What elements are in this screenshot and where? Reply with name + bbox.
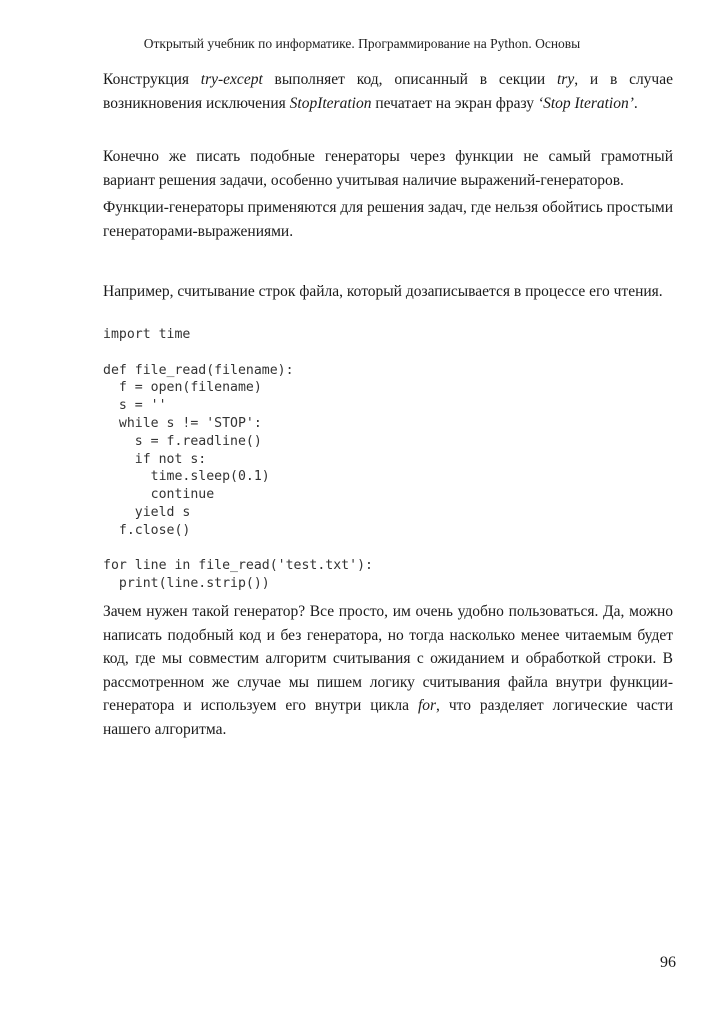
text-run: , что разделяет логические части нашего алгоритма.	[103, 697, 673, 738]
code-line	[103, 540, 673, 558]
paragraph-generator-note: Конечно же писать подобные генераторы через функции не самый грамотный вариант решения задачи, особенно учитывая наличие выражений-генераторов.	[103, 148, 673, 189]
code-line: s = f.readline()	[103, 433, 262, 449]
paragraph-why-generator	[103, 600, 673, 741]
paragraph-try-except	[103, 68, 673, 115]
code-line: s = ''	[103, 398, 167, 414]
italic-term: StopIteration	[289, 94, 372, 112]
italic-term: try	[556, 71, 575, 88]
italic-term: try-except	[200, 71, 263, 88]
text-run: выполняет код, описанный в секции	[262, 71, 557, 88]
page-number: 96	[660, 954, 676, 971]
code-line: yield s	[103, 504, 191, 520]
italic-term: ‘Stop Iteration’	[537, 94, 634, 112]
code-line	[103, 344, 673, 362]
code-line: import time	[103, 327, 191, 342]
paragraph-example-intro: Например, считывание строк файла, который дозаписывается в процессе его чтения.	[103, 283, 663, 300]
code-line: f.close()	[103, 522, 191, 538]
code-line: continue	[103, 487, 215, 503]
code-line: def file_read(filename):	[103, 362, 294, 378]
code-line: print(line.strip())	[103, 576, 270, 592]
code-line: while s != 'STOP':	[103, 415, 262, 431]
text-run: Зачем нужен такой генератор? Все просто, им очень удобно пользоваться. Да, можно написать подобный код и без генератора, но тогда насколько менее читаемым будет код, где мы совместим алгоритм считывания с ожиданием и обработкой строки. В рассмотренном же случае мы пишем логику считывания файла внутри функции-генератора и используем его внутри цикла	[103, 603, 673, 714]
text-run: , и в случае возникновения исключения	[103, 71, 673, 112]
running-header: Открытый учебник по информатике. Программирование на Python. Основы	[143, 36, 581, 51]
code-line: f = open(filename)	[103, 380, 262, 396]
code-listing	[103, 326, 673, 593]
code-line: if not s:	[103, 451, 207, 467]
code-line: time.sleep(0.1)	[103, 469, 270, 485]
text-run: Конструкция	[103, 71, 201, 88]
paragraph-generator-functions: Функции-генераторы применяются для решения задач, где нельзя обойтись простыми генераторами-выражениями.	[103, 199, 673, 240]
text-run: печатает на экран фразу	[371, 94, 538, 112]
italic-term: for	[417, 697, 437, 714]
code-line: for line in file_read('test.txt'):	[103, 558, 373, 574]
text-run: .	[633, 94, 638, 112]
